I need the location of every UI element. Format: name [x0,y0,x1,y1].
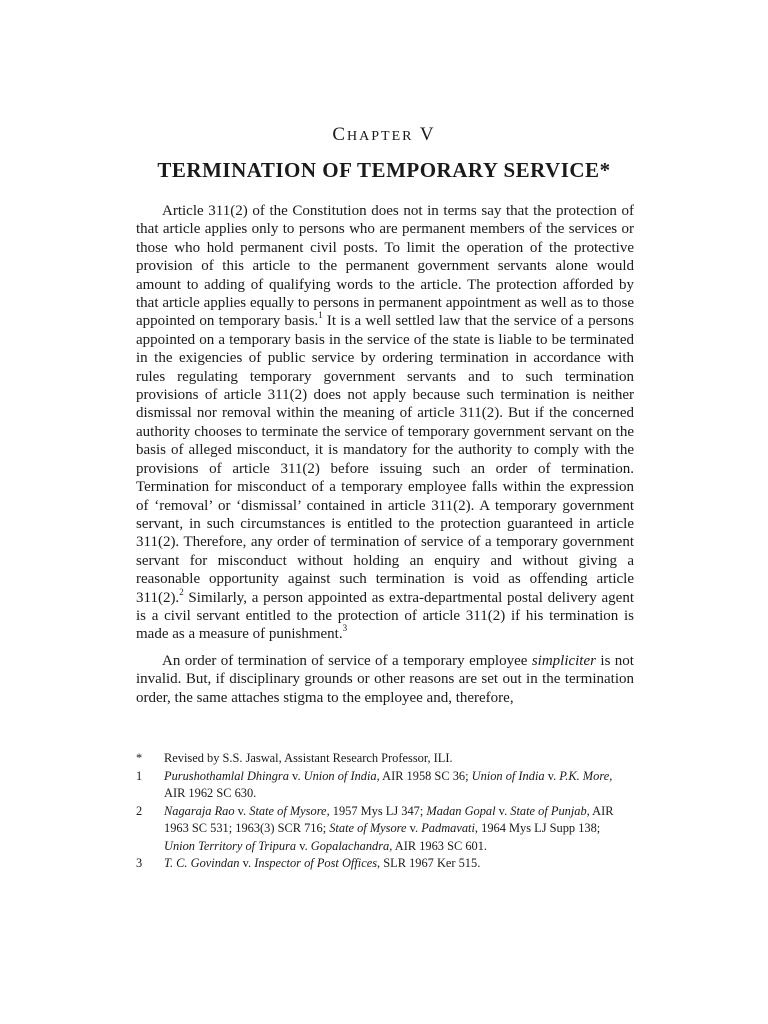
page-title: TERMINATION OF TEMPORARY SERVICE* [157,158,611,182]
footnote-run: v. [234,803,250,818]
chapter-heading [0,124,768,146]
chapter-numeral: V [419,124,436,145]
footnote-run: v. [288,768,304,783]
case-name: Padmavati [421,821,475,835]
footnote-run: , 1964 Mys LJ Supp 138; [474,821,601,835]
paragraph-1-text-c: Similarly, a person appointed as extra-departmental postal delivery agent is a civil servant entitled to the protection of article 311(2) if his termination is made as a measure of punishment. [136,589,634,643]
case-name: T. C. Govindan [164,856,240,870]
footnote-item [136,750,634,768]
footnote-ref-2: 2 [179,586,184,597]
case-name: State of Punjab [510,803,587,818]
footnote-run: v. [296,838,311,853]
paragraph-2 [136,652,634,707]
case-name: Nagaraja Rao [164,803,235,818]
footnote-text [164,855,634,873]
paragraph-2-italic: simpliciter [531,652,596,669]
case-name: Union of India [303,768,377,783]
footnote-run: , SLR 1967 Ker 515. [377,856,481,870]
footnote-text [164,750,634,768]
case-name: P.K. More [559,768,610,783]
case-name: Purushothamlal Dhingra [164,768,289,783]
footnote-run: , AIR 1962 SC 630. [164,768,613,800]
chapter-word-rest: HAPTER [347,129,414,144]
footnote-run: v. [239,856,255,870]
paragraph-1-text-a: Article 311(2) of the Constitution does not in terms say that the protection of that article applies only to persons who are permanent members of the services or those who hold permanent civil posts. To limit the operation of the protective provision of this article to the permanent government servants alone would amount to adding of qualifying words to the article. The protection afforded by that article applies equally to persons in permanent appointment as well as to those appointed on temporary basis. [136,203,634,330]
footnote-run: Revised by S.S. Jaswal, Assistant Research Professor, ILI. [164,751,453,765]
case-name: Union of India [471,768,545,783]
footnote-run: , AIR 1963 SC 531; 1963(3) SCR 716; [164,803,614,835]
footnote-text [164,768,634,803]
case-name: State of Mysore [329,821,407,835]
case-name: State of Mysore [249,803,327,818]
footnote-run: v. [495,803,511,818]
footnote-run: , AIR 1963 SC 601. [389,838,488,853]
paragraph-1 [136,202,634,644]
footnote-mark: * [136,751,143,765]
chapter-first-letter: C [332,124,348,145]
body-text [136,202,634,707]
case-name: Inspector of Post Offices [254,856,378,870]
paragraph-2-text-b: is not invalid. But, if disciplinary grounds or other reasons are set out in the termination order, the same attaches stigma to the employee and, therefore, [136,652,634,706]
footnote-mark: 3 [136,856,143,870]
footnote-run: v. [544,768,560,783]
footnote-text [164,803,634,856]
footnotes [136,750,634,873]
footnote-mark: 1 [136,768,143,783]
footnote-run: , 1957 Mys LJ 347; [326,803,427,818]
footnote-run: v. [406,821,422,835]
case-name: Gopalachandra [310,838,390,853]
footnote-run: , AIR 1958 SC 36; [376,768,472,783]
footnote-item [136,768,634,803]
footnote-ref-3: 3 [342,623,348,634]
paragraph-1-text-b: It is a well settled law that the service of a persons appointed on a temporary basis in the service of the state is liable to be terminated in the exigencies of public service by ordering termination in accordance with rules regulating temporary government servants and to such termination provisions of article 311(2) does not apply because such termination is neither dismissal nor removal within the meaning of article 311(2). But if the concerned authority chooses to terminate the service of temporary government servant on the basis of alleged misconduct, it is mandatory for the authority to comply with the provisions of article 311(2) before issuing such an order of termination. Termination for misconduct of a temporary employee falls within the expression of ‘removal’ or ‘dismissal’ contained in article 311(2). A temporary government servant, in such circumstances is entitled to the protection guaranteed in article 311(2). Therefore, any order of termination of service of a temporary government servant for misconduct without holding an enquiry and without giving a reasonable opportunity against such termination is void as offending article 311(2). [136,313,634,606]
footnote-mark: 2 [136,803,143,818]
footnote-item [136,855,634,873]
footnote-item [136,803,634,856]
case-name: Union Territory of Tripura [164,838,297,853]
case-name: Madan Gopal [426,803,496,818]
footnote-ref-1: 1 [318,310,323,321]
paragraph-2-text-a: An order of termination of service of a temporary employee [162,652,532,669]
